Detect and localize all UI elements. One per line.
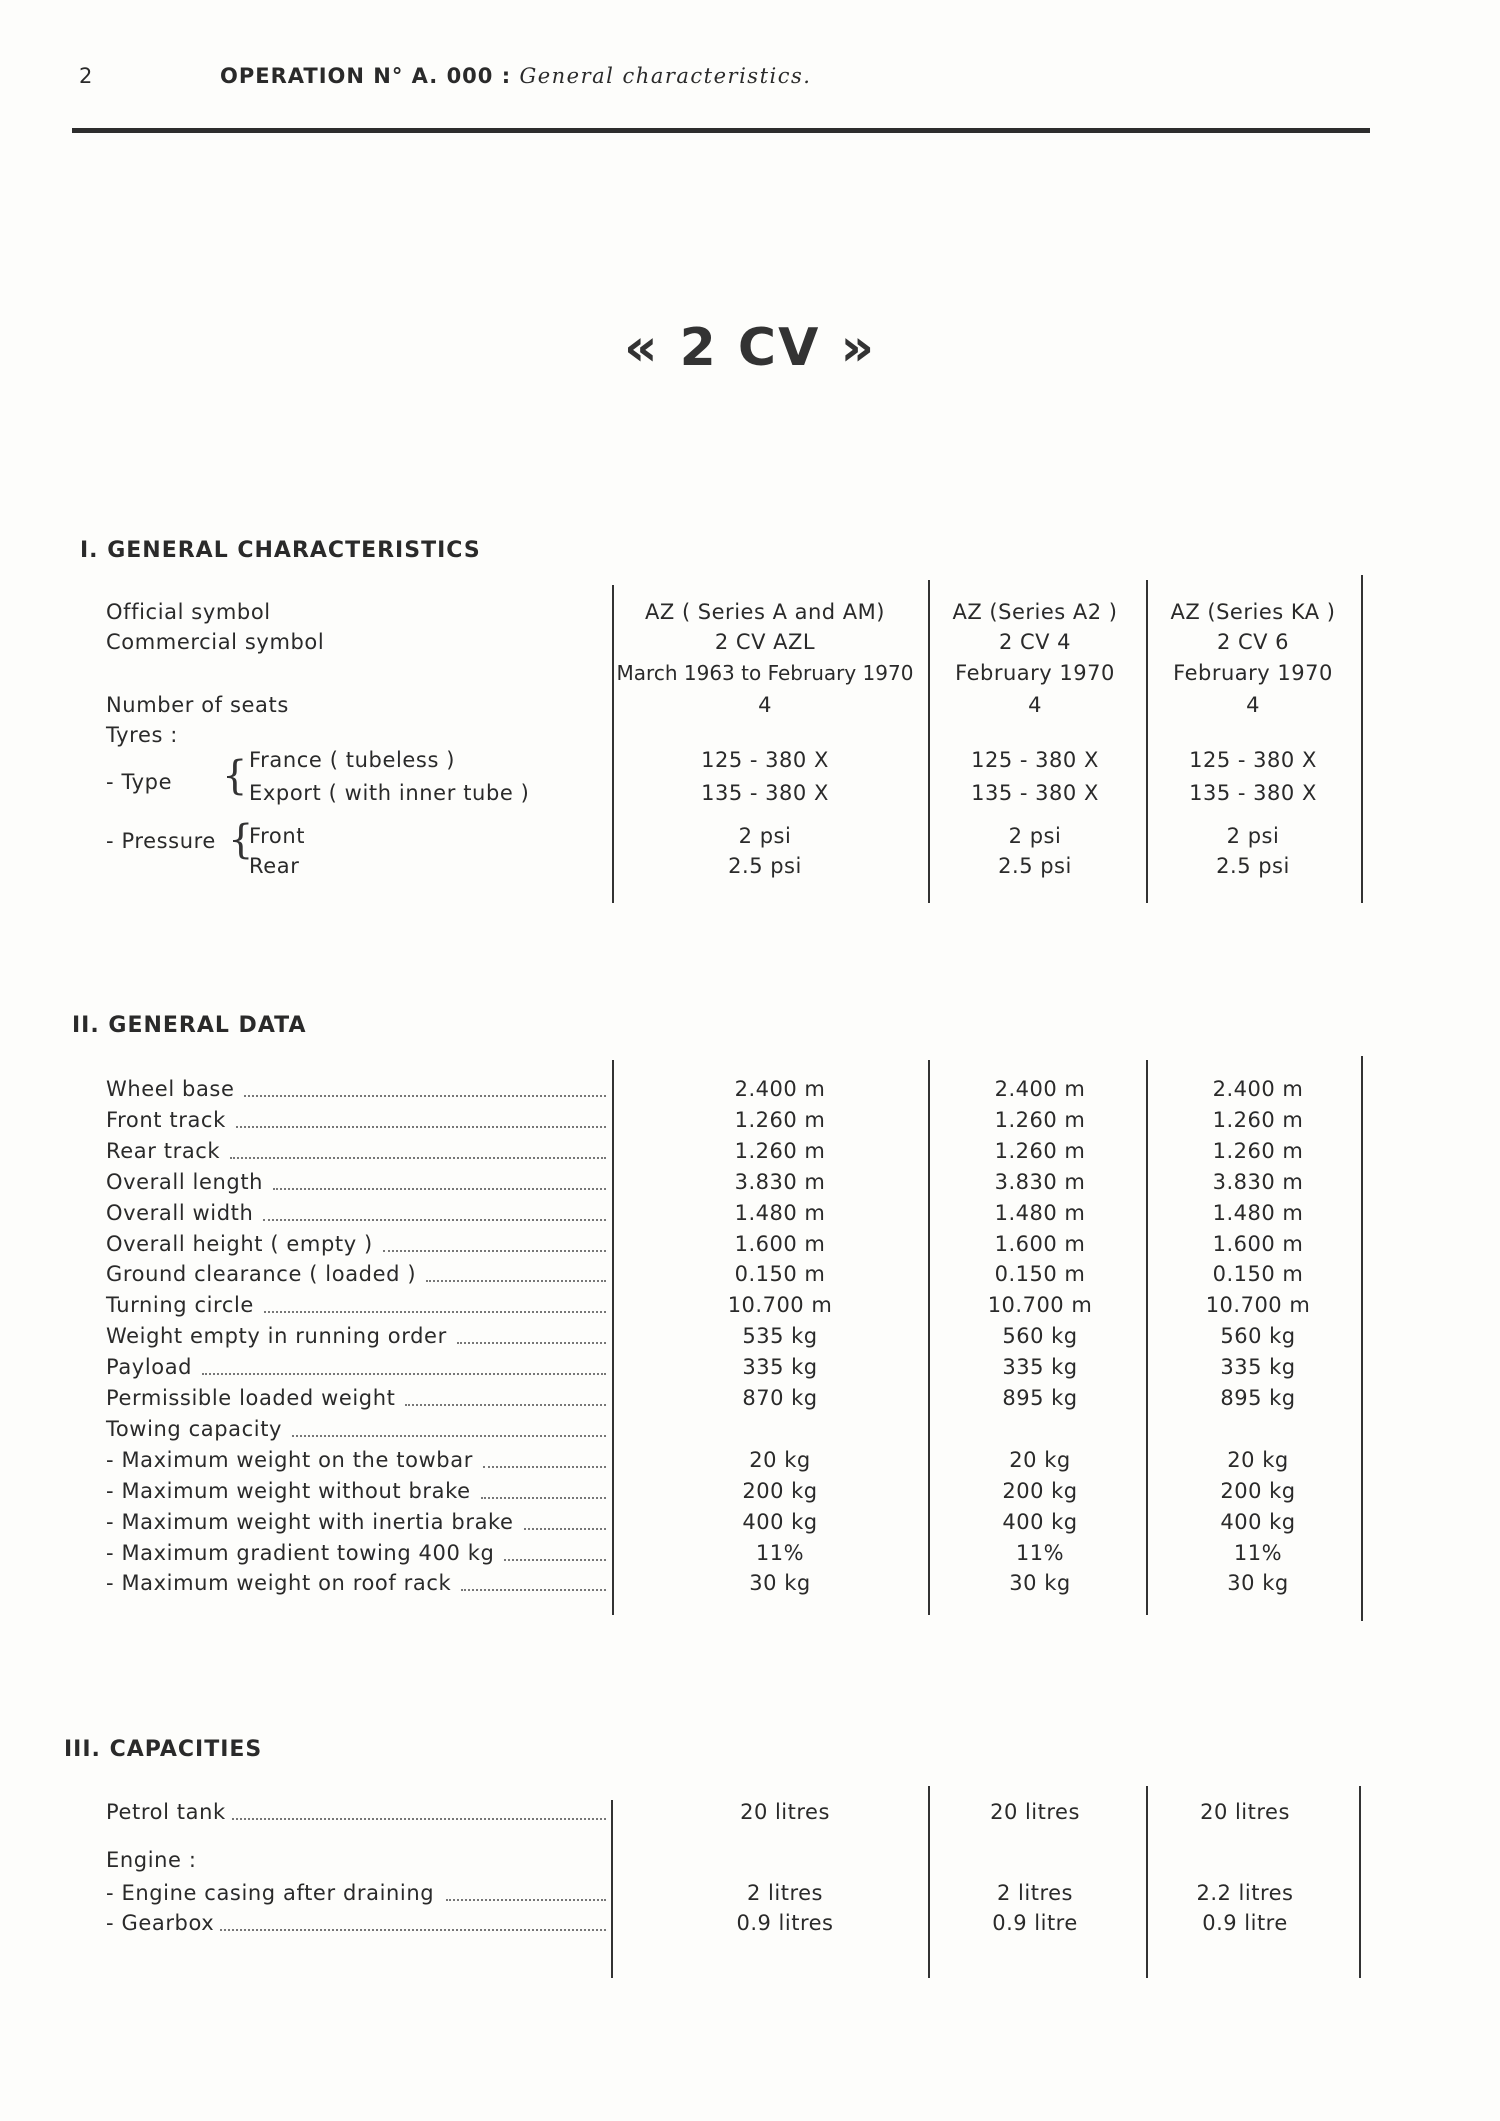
general-data-label: Payload [106, 1355, 193, 1379]
label-official-symbol: Official symbol [106, 600, 271, 624]
general-data-value: 3.830 m [994, 1170, 1086, 1194]
general-data-value: 200 kg [1220, 1479, 1296, 1503]
col1-pressure-front: 2 psi [738, 824, 792, 848]
col2-official-symbol: AZ (Series A2 ) [952, 600, 1118, 624]
operation-title [220, 64, 811, 88]
general-data-label: - Maximum gradient towing 400 kg [106, 1541, 495, 1565]
col2-pressure-rear: 2.5 psi [998, 854, 1072, 878]
column-divider [1359, 1786, 1361, 1978]
general-data-value: 895 kg [1002, 1386, 1078, 1410]
dot-leader [232, 1818, 606, 1820]
label-front: Front [249, 824, 306, 848]
casing-col2: 2 litres [997, 1881, 1073, 1905]
general-data-value: 560 kg [1220, 1324, 1296, 1348]
general-data-value: 1.260 m [1212, 1139, 1304, 1163]
general-data-label: - Maximum weight on roof rack [106, 1571, 452, 1595]
brace-type: { [222, 753, 248, 799]
col1-tyre-france: 125 - 380 X [701, 748, 829, 772]
dot-leader [504, 1559, 606, 1561]
general-data-value: 400 kg [742, 1510, 818, 1534]
general-data-label: Weight empty in running order [106, 1324, 447, 1348]
general-data-value: 30 kg [749, 1571, 811, 1595]
general-data-value: 1.260 m [734, 1108, 826, 1132]
general-data-value: 400 kg [1220, 1510, 1296, 1534]
general-data-label: Ground clearance ( loaded ) [106, 1262, 417, 1286]
dot-leader [383, 1250, 606, 1252]
col3-pressure-rear: 2.5 psi [1216, 854, 1290, 878]
dot-leader [202, 1373, 606, 1375]
general-data-label: Permissible loaded weight [106, 1386, 396, 1410]
general-data-value: 1.260 m [1212, 1108, 1304, 1132]
dot-leader [481, 1497, 606, 1499]
general-data-value: 30 kg [1009, 1571, 1071, 1595]
general-data-value: 10.700 m [1205, 1293, 1311, 1317]
dot-leader [236, 1126, 606, 1128]
general-data-label: - Maximum weight without brake [106, 1479, 471, 1503]
general-data-value: 10.700 m [987, 1293, 1093, 1317]
col3-tyre-export: 135 - 380 X [1189, 781, 1317, 805]
dot-leader [446, 1899, 606, 1901]
dot-leader [461, 1589, 606, 1591]
general-data-value: 1.260 m [994, 1108, 1086, 1132]
dot-leader [220, 1929, 606, 1931]
general-data-value: 30 kg [1227, 1571, 1289, 1595]
petrol-col3: 20 litres [1200, 1800, 1290, 1824]
general-data-label: Front track [106, 1108, 226, 1132]
col1-tyre-export: 135 - 380 X [701, 781, 829, 805]
general-data-value: 560 kg [1002, 1324, 1078, 1348]
column-divider [611, 1800, 613, 1978]
general-data-value: 1.600 m [994, 1232, 1086, 1256]
general-data-value: 0.150 m [1212, 1262, 1304, 1286]
col3-period: February 1970 [1173, 661, 1333, 685]
page-number: 2 [79, 64, 93, 88]
dot-leader [483, 1466, 606, 1468]
label-engine-casing: - Engine casing after draining [106, 1881, 435, 1905]
label-engine: Engine : [106, 1848, 197, 1872]
dot-leader [457, 1342, 606, 1344]
label-rear: Rear [249, 854, 300, 878]
general-data-value: 20 kg [1227, 1448, 1289, 1472]
general-data-label: Overall length [106, 1170, 264, 1194]
general-data-value: 400 kg [1002, 1510, 1078, 1534]
petrol-col2: 20 litres [990, 1800, 1080, 1824]
col1-pressure-rear: 2.5 psi [728, 854, 802, 878]
general-data-value: 895 kg [1220, 1386, 1296, 1410]
general-data-value: 20 kg [749, 1448, 811, 1472]
column-divider [1361, 575, 1363, 903]
label-commercial-symbol: Commercial symbol [106, 630, 325, 654]
col2-pressure-front: 2 psi [1008, 824, 1062, 848]
label-france: France ( tubeless ) [249, 748, 456, 772]
general-data-value: 0.150 m [734, 1262, 826, 1286]
general-data-value: 200 kg [742, 1479, 818, 1503]
col3-pressure-front: 2 psi [1226, 824, 1280, 848]
dot-leader [230, 1157, 606, 1159]
dot-leader [264, 1311, 606, 1313]
general-data-value: 2.400 m [994, 1077, 1086, 1101]
col2-tyre-export: 135 - 380 X [971, 781, 1099, 805]
general-data-value: 1.600 m [734, 1232, 826, 1256]
general-data-value: 20 kg [1009, 1448, 1071, 1472]
general-data-label: Overall width [106, 1201, 254, 1225]
general-data-value: 0.150 m [994, 1262, 1086, 1286]
general-data-label: - Maximum weight on the towbar [106, 1448, 473, 1472]
general-data-label: Overall height ( empty ) [106, 1232, 373, 1256]
gearbox-col2: 0.9 litre [992, 1911, 1078, 1935]
header-rule [72, 128, 1370, 133]
general-data-value: 10.700 m [727, 1293, 833, 1317]
section-general-data-title: II. GENERAL DATA [72, 1013, 307, 1038]
col2-commercial-symbol: 2 CV 4 [998, 630, 1072, 654]
general-data-label: - Maximum weight with inertia brake [106, 1510, 514, 1534]
label-number-of-seats: Number of seats [106, 693, 289, 717]
col3-seats: 4 [1246, 693, 1260, 717]
casing-col1: 2 litres [747, 1881, 823, 1905]
general-data-value: 1.260 m [734, 1139, 826, 1163]
general-data-value: 2.400 m [1212, 1077, 1304, 1101]
general-data-label: Towing capacity [106, 1417, 283, 1441]
general-data-value: 535 kg [742, 1324, 818, 1348]
general-data-value: 335 kg [742, 1355, 818, 1379]
col2-seats: 4 [1028, 693, 1042, 717]
dot-leader [426, 1280, 606, 1282]
general-data-value: 3.830 m [734, 1170, 826, 1194]
dot-leader [263, 1219, 606, 1221]
dot-leader [405, 1404, 606, 1406]
label-tyres: Tyres : [106, 723, 178, 747]
general-data-value: 335 kg [1002, 1355, 1078, 1379]
dot-leader [292, 1435, 606, 1437]
general-data-value: 1.480 m [1212, 1201, 1304, 1225]
section-general-characteristics-title: I. GENERAL CHARACTERISTICS [80, 538, 481, 563]
general-data-value: 200 kg [1002, 1479, 1078, 1503]
general-data-value: 11% [1233, 1541, 1283, 1565]
dot-leader [273, 1188, 606, 1190]
general-data-label: Rear track [106, 1139, 221, 1163]
col2-tyre-france: 125 - 380 X [971, 748, 1099, 772]
general-data-value: 1.480 m [734, 1201, 826, 1225]
petrol-col1: 20 litres [740, 1800, 830, 1824]
gearbox-col3: 0.9 litre [1202, 1911, 1288, 1935]
operation-number: OPERATION N° A. 000 : [220, 64, 512, 88]
general-data-value: 1.260 m [994, 1139, 1086, 1163]
label-gearbox: - Gearbox [106, 1911, 215, 1935]
label-petrol-tank: Petrol tank [106, 1800, 226, 1824]
general-data-label: Wheel base [106, 1077, 235, 1101]
general-data-value: 870 kg [742, 1386, 818, 1410]
general-data-value: 1.480 m [994, 1201, 1086, 1225]
col1-official-symbol: AZ ( Series A and AM) [645, 600, 885, 624]
general-data-value: 3.830 m [1212, 1170, 1304, 1194]
general-data-value: 11% [755, 1541, 805, 1565]
operation-subtitle: General characteristics. [519, 64, 812, 88]
general-data-value: 11% [1015, 1541, 1065, 1565]
col2-period: February 1970 [955, 661, 1115, 685]
general-data-value: 1.600 m [1212, 1232, 1304, 1256]
general-data-value: 2.400 m [734, 1077, 826, 1101]
dot-leader [524, 1528, 606, 1530]
label-export: Export ( with inner tube ) [249, 781, 530, 805]
col1-commercial-symbol: 2 CV AZL [714, 630, 816, 654]
general-data-value: 335 kg [1220, 1355, 1296, 1379]
dot-leader [244, 1095, 606, 1097]
brace-pressure: { [228, 817, 254, 863]
label-pressure: - Pressure [106, 829, 216, 853]
col1-seats: 4 [758, 693, 772, 717]
label-type: - Type [106, 770, 173, 794]
col3-commercial-symbol: 2 CV 6 [1216, 630, 1290, 654]
general-data-label: Turning circle [106, 1293, 254, 1317]
gearbox-col1: 0.9 litres [736, 1911, 834, 1935]
page-title: « 2 CV » [623, 318, 877, 378]
col3-official-symbol: AZ (Series KA ) [1170, 600, 1336, 624]
col3-tyre-france: 125 - 380 X [1189, 748, 1317, 772]
column-divider [612, 1060, 614, 1615]
casing-col3: 2.2 litres [1196, 1881, 1294, 1905]
section-capacities-title: III. CAPACITIES [64, 1737, 263, 1762]
col1-period: March 1963 to February 1970 [616, 661, 914, 685]
